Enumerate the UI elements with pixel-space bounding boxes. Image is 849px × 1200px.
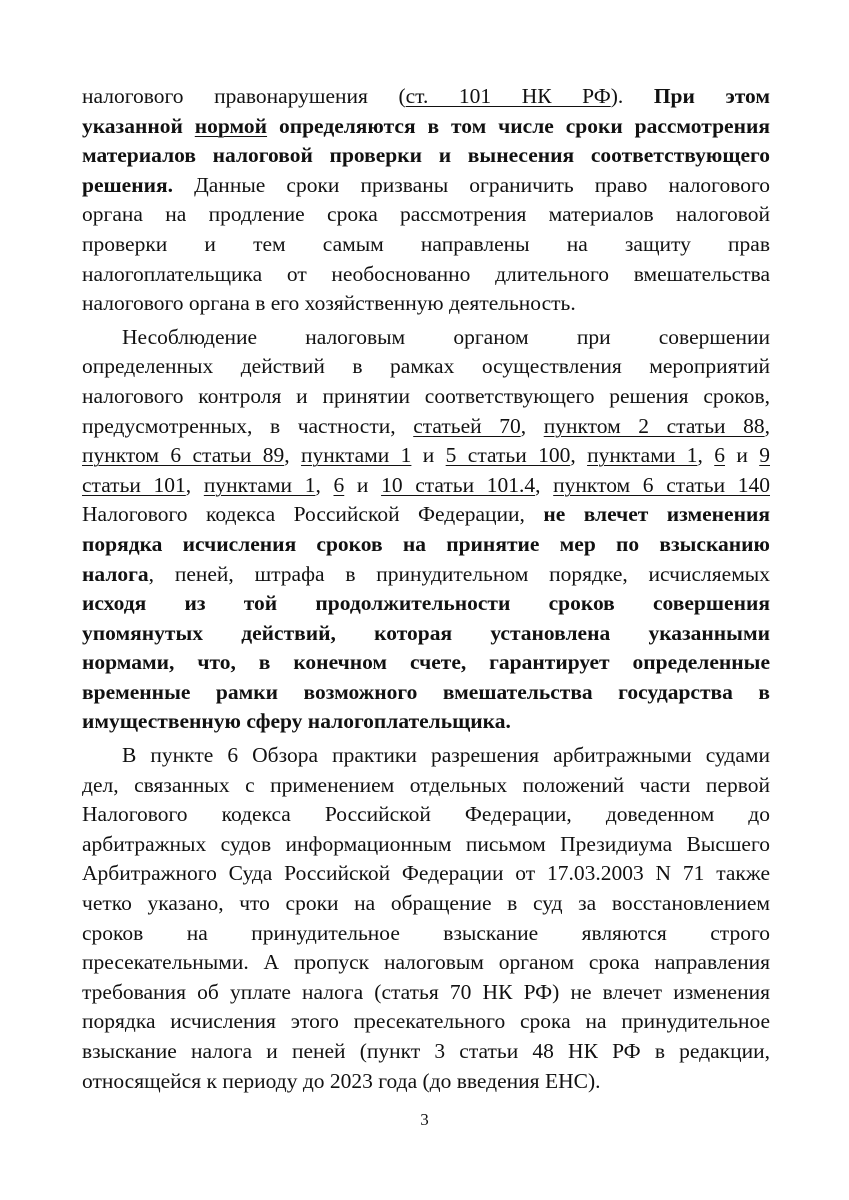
text: , xyxy=(185,472,204,497)
law-reference-link[interactable]: пунктом 6 статьи 140 xyxy=(553,472,770,497)
law-reference-link[interactable]: 6 xyxy=(333,472,345,497)
text: требования об уплате налога (статья 70 НК РФ) не влечет изменения xyxy=(82,979,770,1004)
text-line xyxy=(82,948,770,978)
text: ). xyxy=(610,84,654,108)
law-reference-link[interactable]: 5 статьи 100 xyxy=(445,443,571,468)
bold-text: налога xyxy=(82,561,149,586)
page-number: 3 xyxy=(420,1110,429,1129)
text-line xyxy=(82,412,770,442)
text: , xyxy=(520,413,544,438)
text-line xyxy=(82,707,770,737)
law-reference-link[interactable]: пунктами 1 xyxy=(301,443,412,468)
text: налогового контроля и принятии соответствующего решения сроков, xyxy=(82,383,770,408)
text: предусмотренных, в частности, xyxy=(82,413,414,438)
law-reference-link[interactable]: пунктом 2 статьи 88 xyxy=(543,413,765,438)
text-line xyxy=(82,741,770,771)
text-line xyxy=(82,560,770,590)
text: Несоблюдение налоговым органом при совершении xyxy=(122,324,770,349)
bold-text: упомянутых действий, которая установлена указанными xyxy=(82,620,770,645)
text-line xyxy=(82,352,770,382)
text-line xyxy=(82,289,770,319)
text: Налогового кодекса Российской Федерации, xyxy=(82,502,544,527)
document-page-body xyxy=(82,82,770,1096)
text-line xyxy=(82,619,770,649)
bold-text: порядка исчисления сроков на принятие мер по взысканию xyxy=(82,531,770,556)
text-line xyxy=(82,648,770,678)
bold-text: временные рамки возможного вмешательства государства в xyxy=(82,679,770,704)
text: Налогового кодекса Российской Федерации, доведенном до xyxy=(82,802,770,827)
text: определенных действий в рамках осуществления мероприятий xyxy=(82,354,770,379)
text-line xyxy=(82,112,770,142)
text: Арбитражного Суда Российской Федерации от 17.03.2003 N 71 также xyxy=(82,861,770,886)
text: , xyxy=(764,413,770,438)
law-reference-link[interactable]: 9 xyxy=(759,443,770,468)
text-line xyxy=(82,678,770,708)
text-line xyxy=(82,771,770,801)
text-line xyxy=(82,800,770,830)
text-line xyxy=(82,1067,770,1097)
law-reference-link[interactable]: статьей 70 xyxy=(413,413,521,438)
text-line xyxy=(82,471,770,501)
law-reference-link[interactable]: пунктом 6 статьи 89 xyxy=(82,443,285,468)
text: дел, связанных с применением отдельных положений части первой xyxy=(82,772,770,797)
text: пресекательными. А пропуск налоговым органом срока направления xyxy=(82,950,770,975)
law-reference-link[interactable]: пунктами 1 xyxy=(587,443,698,468)
law-reference-link[interactable]: 6 xyxy=(714,443,725,468)
text: проверки и тем самым направлены на защиту прав xyxy=(82,231,770,256)
text-line xyxy=(82,530,770,560)
bold-text: нормами, что, в конечном счете, гарантирует определенные xyxy=(82,650,770,675)
text: налогоплательщика от необоснованно длительного вмешательства xyxy=(82,261,770,286)
law-reference-link[interactable]: 10 статьи 101.4 xyxy=(381,472,536,497)
text-line xyxy=(82,919,770,949)
text-line xyxy=(82,978,770,1008)
text: и xyxy=(344,472,382,497)
text-line xyxy=(82,500,770,530)
text-line xyxy=(82,82,770,112)
paragraph xyxy=(82,82,770,319)
text: , xyxy=(315,472,334,497)
text-line xyxy=(82,1037,770,1067)
bold-text: определяются в том числе сроки рассмотрения xyxy=(267,113,770,138)
text: относящейся к периоду до 2023 года (до введения ЕНС). xyxy=(82,1068,601,1093)
text: арбитражных судов информационным письмом Президиума Высшего xyxy=(82,831,770,856)
paragraph xyxy=(82,741,770,1096)
text: сроков на принудительное взыскание являются строго xyxy=(82,920,770,945)
bold-text: решения. xyxy=(82,172,173,197)
text: четко указано, что сроки на обращение в суд за восстановлением xyxy=(82,891,770,916)
bold-text: При этом xyxy=(653,84,771,108)
bold-text: указанной xyxy=(82,113,195,138)
text-line xyxy=(82,859,770,889)
text-line xyxy=(82,382,770,412)
text-line xyxy=(82,589,770,619)
text-line xyxy=(82,323,770,353)
bold-text: не влечет изменения xyxy=(543,502,770,527)
text: , xyxy=(570,443,588,468)
text-line xyxy=(82,441,770,471)
text: налогового органа в его хозяйственную деятельность. xyxy=(82,291,576,316)
law-reference-link[interactable]: нормой xyxy=(194,113,268,138)
bold-text: имущественную сферу налогоплательщика. xyxy=(82,709,511,734)
text: порядка исчисления этого пресекательного срока на принудительное xyxy=(82,1009,770,1034)
text-line xyxy=(82,171,770,201)
bold-text: исходя из той продолжительности сроков совершения xyxy=(82,591,770,616)
text: органа на продление срока рассмотрения материалов налоговой xyxy=(82,202,770,227)
text-line xyxy=(82,1007,770,1037)
text-line xyxy=(82,889,770,919)
text-line xyxy=(82,200,770,230)
text-line xyxy=(82,830,770,860)
text-line xyxy=(82,230,770,260)
law-reference-link[interactable]: ст. 101 НК РФ xyxy=(405,84,611,108)
text-line xyxy=(82,260,770,290)
text: взыскание налога и пеней (пункт 3 статьи 48 НК РФ в редакции, xyxy=(82,1039,770,1063)
text: и xyxy=(724,443,760,468)
text: , пеней, штрафа в принудительном порядке, исчисляемых xyxy=(148,561,770,586)
text: , xyxy=(535,472,554,497)
text: Данные сроки призваны ограничить право налогового xyxy=(172,172,770,197)
bold-text: материалов налоговой проверки и вынесения соответствующего xyxy=(82,143,770,168)
text: , xyxy=(697,443,715,468)
law-reference-link[interactable]: пунктами 1 xyxy=(203,472,316,497)
text: и xyxy=(411,443,446,468)
text: В пункте 6 Обзора практики разрешения арбитражными судами xyxy=(122,743,770,768)
text: , xyxy=(284,443,302,468)
text-line xyxy=(82,141,770,171)
text: налогового правонарушения ( xyxy=(82,84,406,108)
paragraph xyxy=(82,323,770,737)
law-reference-link[interactable]: статьи 101 xyxy=(82,472,186,497)
